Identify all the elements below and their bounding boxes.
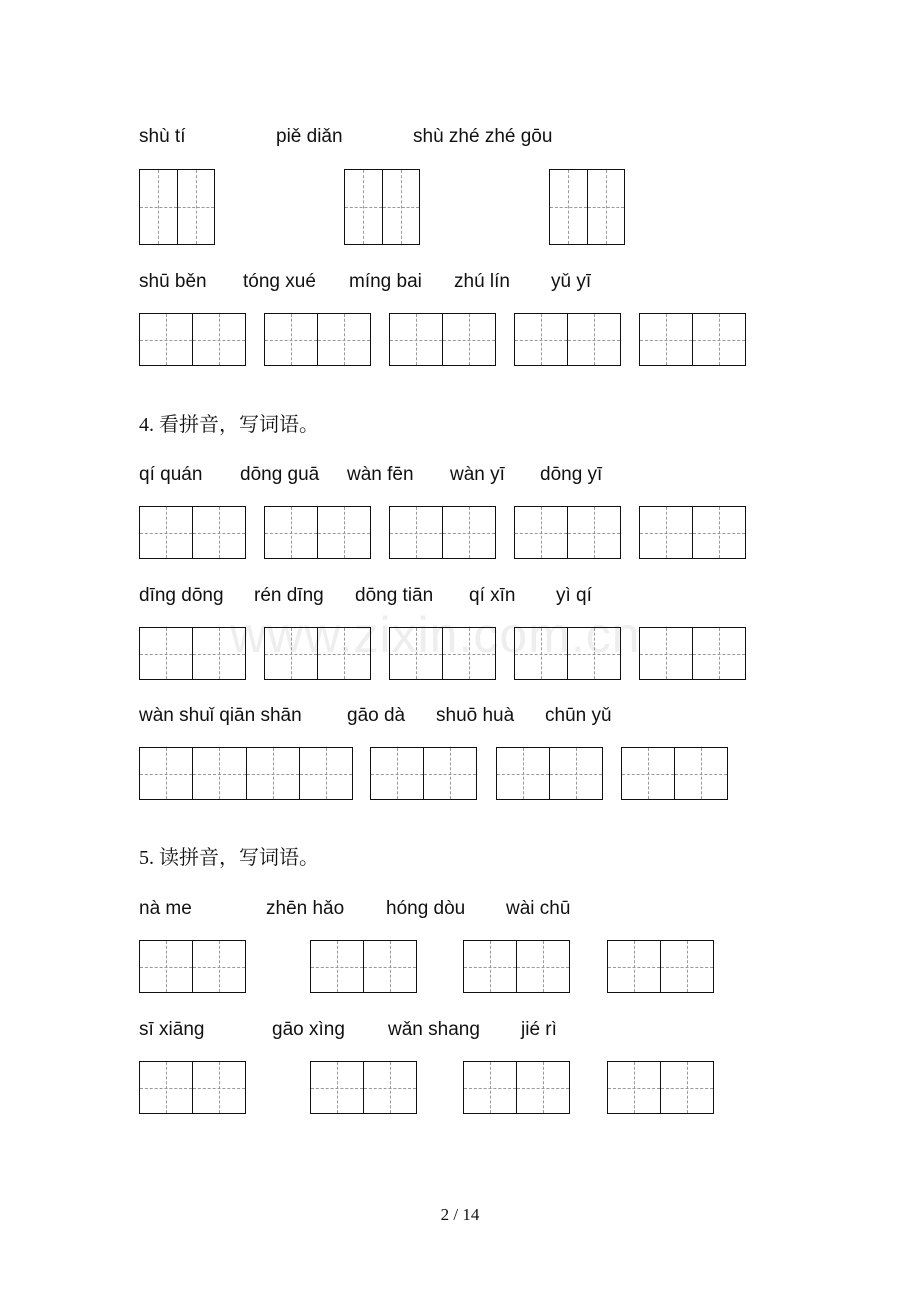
- pinyin-label: wǎn shang: [388, 1019, 480, 1040]
- writing-grid[interactable]: [139, 940, 246, 993]
- section-5-title: 5. 读拼音，写词语。: [139, 847, 319, 869]
- writing-grid[interactable]: [607, 940, 714, 993]
- pinyin-label: shū běn: [139, 271, 207, 292]
- writing-grid[interactable]: [496, 747, 603, 800]
- pinyin-label: wàn shuǐ qiān shān: [139, 705, 302, 726]
- writing-grid[interactable]: [639, 313, 746, 366]
- pinyin-label: gāo xìng: [272, 1019, 345, 1040]
- pinyin-label: sī xiāng: [139, 1019, 205, 1040]
- writing-grid[interactable]: [264, 627, 371, 680]
- writing-grid[interactable]: [639, 506, 746, 559]
- pinyin-label: dōng tiān: [355, 585, 434, 606]
- pinyin-label: nà me: [139, 898, 192, 919]
- writing-grid[interactable]: [514, 506, 621, 559]
- pinyin-label: shù tí: [139, 126, 186, 147]
- pinyin-label: yǔ yī: [551, 271, 592, 292]
- pinyin-label: dōng guā: [240, 464, 320, 485]
- pinyin-label: qí quán: [139, 464, 203, 485]
- pinyin-label: hóng dòu: [386, 898, 466, 919]
- writing-grid[interactable]: [389, 627, 496, 680]
- pinyin-label: rén dīng: [254, 585, 324, 606]
- pinyin-label: dōng yī: [540, 464, 603, 485]
- writing-grid[interactable]: [344, 169, 420, 245]
- section-4-title: 4. 看拼音，写词语。: [139, 414, 319, 436]
- writing-grid[interactable]: [139, 627, 246, 680]
- pinyin-label: wàn fēn: [347, 464, 414, 485]
- writing-grid[interactable]: [310, 940, 417, 993]
- writing-grid[interactable]: [310, 1061, 417, 1114]
- writing-grid[interactable]: [389, 313, 496, 366]
- pinyin-label: zhú lín: [454, 271, 510, 292]
- writing-grid[interactable]: [139, 506, 246, 559]
- pinyin-label: yì qí: [556, 585, 592, 606]
- pinyin-label: zhēn hǎo: [266, 898, 345, 919]
- writing-grid[interactable]: [139, 313, 246, 366]
- page-number: 2 / 14: [440, 1205, 480, 1224]
- pinyin-label: míng bai: [349, 271, 422, 292]
- pinyin-label: piě diǎn: [276, 126, 343, 147]
- writing-grid[interactable]: [370, 747, 477, 800]
- pinyin-label: chūn yǔ: [545, 705, 612, 726]
- pinyin-label: wài chū: [506, 898, 571, 919]
- writing-grid[interactable]: [514, 627, 621, 680]
- pinyin-label: shuō huà: [436, 705, 515, 726]
- pinyin-label: shù zhé zhé gōu: [413, 126, 553, 147]
- writing-grid[interactable]: [639, 627, 746, 680]
- pinyin-label: qí xīn: [469, 585, 516, 606]
- writing-grid[interactable]: [607, 1061, 714, 1114]
- writing-grid[interactable]: [463, 1061, 570, 1114]
- writing-grid[interactable]: [139, 747, 353, 800]
- writing-grid[interactable]: [389, 506, 496, 559]
- writing-grid[interactable]: [139, 1061, 246, 1114]
- pinyin-label: wàn yī: [450, 464, 505, 485]
- writing-grid[interactable]: [621, 747, 728, 800]
- writing-grid[interactable]: [514, 313, 621, 366]
- pinyin-label: tóng xué: [243, 271, 316, 292]
- writing-grid[interactable]: [139, 169, 215, 245]
- writing-grid[interactable]: [264, 506, 371, 559]
- pinyin-label: gāo dà: [347, 705, 406, 726]
- writing-grid[interactable]: [264, 313, 371, 366]
- writing-grid[interactable]: [549, 169, 625, 245]
- pinyin-label: dīng dōng: [139, 585, 224, 606]
- watermark: www.zixin.com.cn: [230, 607, 641, 663]
- writing-grid[interactable]: [463, 940, 570, 993]
- pinyin-label: jié rì: [521, 1019, 557, 1040]
